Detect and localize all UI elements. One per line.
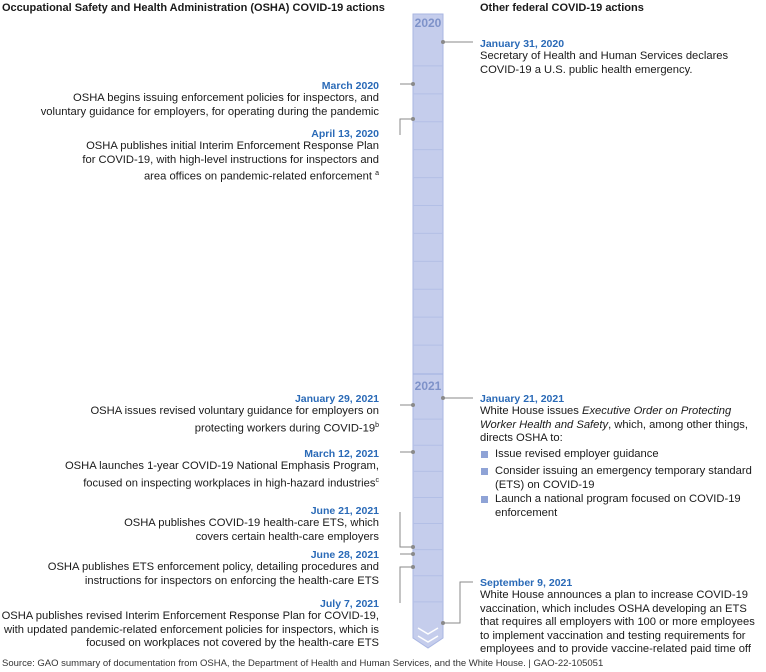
- dot-march-2020: [411, 82, 415, 86]
- event-text-jan31-2020: Secretary of Health and Human Services declares COVID-19 a U.S. public health emergency.: [480, 50, 729, 76]
- event-text-jan29-2021: [79, 405, 379, 436]
- event-text-sep9-2021: White House announces a plan to increase COVID-19 vaccination, which includes OSHA developing an ETS that requires all employers with 100 or more employees to implement vaccination and testing requirements for employees and to provide vaccine-related paid time off: [480, 589, 755, 656]
- right-column-header: Other federal COVID-19 actions: [480, 2, 644, 14]
- dot-mar12-2021: [411, 450, 415, 454]
- bullet-square-icon: [481, 468, 488, 475]
- event-text-jun28-2021: OSHA publishes ETS enforcement policy, detailing procedures and instructions for inspectors on enforcing the health-care ETS: [47, 561, 379, 587]
- event-date-jul7-2021: July 7, 2021: [320, 598, 379, 610]
- eo-bullet-1-text: Issue revised employer guidance: [495, 448, 659, 460]
- event-text-jul7-2021: OSHA publishes revised Interim Enforcement Response Plan for COVID-19, with updated pandemic-related enforcement policies for inspectors, which is focused on workplaces not covered by the health-care ETS: [1, 610, 379, 650]
- dot-jul7-2021: [411, 565, 415, 569]
- event-date-jun28-2021: June 28, 2021: [310, 549, 379, 561]
- event-text-jan21-2021: [480, 405, 760, 446]
- event-date-jan21-2021: January 21, 2021: [480, 393, 565, 405]
- eo-bullet-2: [480, 465, 765, 492]
- connector-sep9-2021: [443, 582, 473, 623]
- eo-bullet-3-text: Launch a national program focused on COVID-19 enforcement: [495, 493, 741, 519]
- april-2020-text: OSHA publishes initial Interim Enforcement Response Plan for COVID-19, with high-level instructions for inspectors and area offices on pandemic-related enforcement: [82, 140, 379, 183]
- footnote-a: a: [375, 170, 379, 178]
- eo-text-post: , which, among other things, directs OSHA to:: [480, 418, 749, 445]
- year-label-2020: 2020: [414, 16, 442, 30]
- event-text-mar12-2021: [49, 460, 379, 491]
- footnote-c: c: [375, 476, 379, 484]
- dot-april-2020: [411, 117, 415, 121]
- eo-bullet-1: [480, 448, 745, 462]
- dot-jun28-2021: [411, 552, 415, 556]
- event-date-april-2020: April 13, 2020: [311, 128, 379, 140]
- mar12-2021-text: OSHA launches 1-year COVID-19 National Emphasis Program, focused on inspecting workplaces in high-hazard industries: [64, 460, 379, 490]
- timeline-bar: [413, 14, 443, 648]
- event-date-jun21-2021: June 21, 2021: [310, 505, 379, 517]
- eo-bullet-2-text: Consider issuing an emergency temporary standard (ETS) on COVID-19: [495, 465, 752, 491]
- event-text-jun21-2021: OSHA publishes COVID-19 health-care ETS, which covers certain health-care employers: [124, 517, 379, 543]
- jan29-2021-text: OSHA issues revised voluntary guidance for employers on protecting workers during COVID-19: [90, 405, 379, 435]
- footnote-b: b: [375, 421, 379, 429]
- connector-jun21-2021: [400, 512, 413, 547]
- event-date-sep9-2021: September 9, 2021: [480, 577, 573, 589]
- year-label-2021: 2021: [414, 379, 442, 393]
- dot-jan21-2021: [441, 396, 445, 400]
- event-text-april-2020: [79, 140, 379, 185]
- source-note: Source: GAO summary of documentation from OSHA, the Department of Health and Human Services, and the White House. | GAO-22-105051: [2, 658, 604, 669]
- eo-text-pre: White House issues: [480, 405, 582, 417]
- event-date-mar12-2021: March 12, 2021: [304, 448, 379, 460]
- connector-jul7-2021: [400, 567, 413, 603]
- eo-title: Executive Order on Protecting Worker Health and Safety: [480, 405, 732, 431]
- bullet-square-icon: [481, 451, 488, 458]
- dot-jan31-2020: [441, 40, 445, 44]
- bullet-square-icon: [481, 496, 488, 503]
- dot-sep9-2021: [441, 621, 445, 625]
- dot-jun21-2021: [411, 545, 415, 549]
- event-date-jan31-2020: January 31, 2020: [480, 38, 565, 50]
- eo-bullet-3: [480, 493, 765, 520]
- event-text-march-2020: OSHA begins issuing enforcement policies for inspectors, and voluntary guidance for employers, for operating during the pandemic: [40, 92, 379, 118]
- left-column-header: Occupational Safety and Health Administration (OSHA) COVID-19 actions: [2, 2, 385, 14]
- event-date-march-2020: March 2020: [321, 80, 379, 92]
- event-date-jan29-2021: January 29, 2021: [294, 393, 379, 405]
- connector-april-2020: [400, 119, 413, 135]
- dot-jan29-2021: [411, 403, 415, 407]
